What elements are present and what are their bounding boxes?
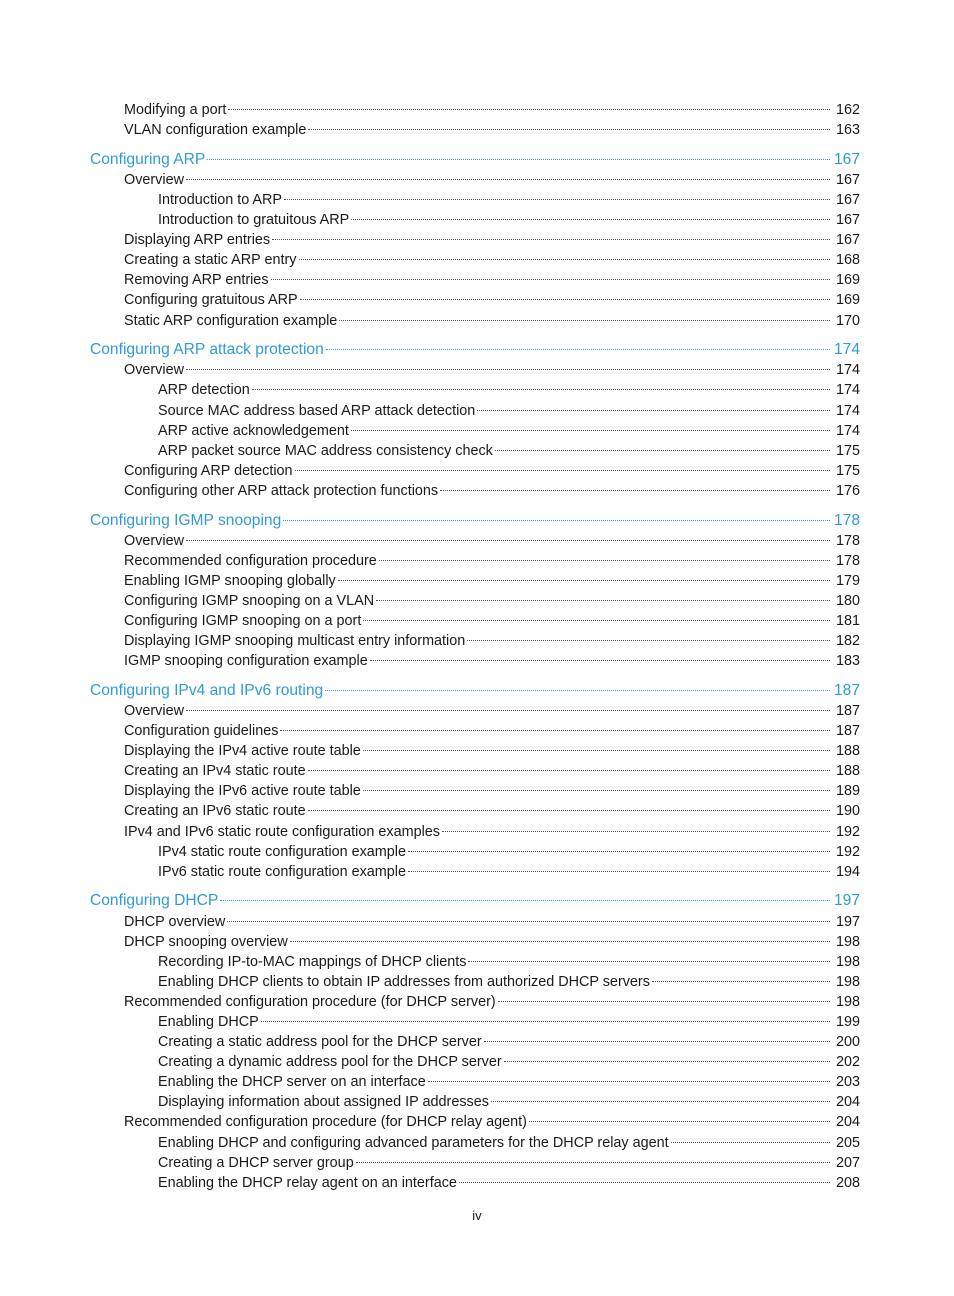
toc-entry-page: 167 xyxy=(835,171,860,188)
toc-entry-page: 174 xyxy=(835,362,860,379)
toc-entry-page: 204 xyxy=(835,1094,860,1111)
toc-entry-title: Recommended configuration procedure (for DHCP relay agent) xyxy=(124,1114,527,1131)
toc-entry-title: Displaying ARP entries xyxy=(124,232,271,249)
toc-entry-page: 168 xyxy=(835,252,860,269)
dot-leader xyxy=(498,1001,830,1002)
toc-entry-title: Configuring IGMP snooping xyxy=(90,511,282,529)
dot-leader xyxy=(338,580,830,581)
toc-section-link[interactable] xyxy=(0,360,954,380)
toc-entry-page: 188 xyxy=(835,743,860,760)
toc-entry-page: 167 xyxy=(835,191,860,208)
toc-entry-page: 187 xyxy=(835,703,860,719)
toc-entry-title: IPv6 static route configuration example xyxy=(158,863,406,880)
toc-entry-page: 175 xyxy=(835,462,860,479)
dot-leader xyxy=(220,900,830,901)
toc-entry-page: 180 xyxy=(835,592,860,609)
toc-entry-title: Displaying the IPv6 active route table xyxy=(124,783,361,800)
dot-leader xyxy=(295,470,830,471)
toc-entry-page: 204 xyxy=(835,1114,860,1131)
page-number: iv xyxy=(472,1208,482,1223)
dot-leader xyxy=(370,660,830,661)
toc-section-link[interactable] xyxy=(0,1112,954,1132)
toc-entry-page: 167 xyxy=(835,232,860,249)
toc-entry-title: Configuring IGMP snooping on a port xyxy=(124,613,362,630)
dot-leader xyxy=(228,109,830,110)
toc-entry-title: Introduction to gratuitous ARP xyxy=(158,212,350,229)
toc-entry-page: 199 xyxy=(835,1014,860,1030)
toc-entry-title: Configuring IGMP snooping on a VLAN xyxy=(124,592,375,609)
dot-leader xyxy=(671,1142,830,1143)
toc-entry-title: IPv4 and IPv6 static route configuration examples xyxy=(124,823,440,840)
toc-section-link[interactable] xyxy=(0,842,954,862)
toc-entry-page: 192 xyxy=(835,843,860,860)
toc-chapter-link[interactable] xyxy=(0,891,954,911)
dot-leader xyxy=(652,981,830,982)
toc-entry-title: Displaying information about assigned IP addresses xyxy=(158,1094,489,1111)
toc-entry-page: 198 xyxy=(835,953,860,970)
toc-entry-page: 203 xyxy=(835,1074,860,1091)
toc-entry-title: ARP active acknowledgement xyxy=(158,422,349,439)
dot-leader xyxy=(408,851,830,852)
toc-entry-page: 179 xyxy=(835,572,860,589)
dot-leader xyxy=(351,430,830,431)
toc-entry-page: 188 xyxy=(835,763,860,780)
toc-entry-page: 178 xyxy=(833,511,860,529)
dot-leader xyxy=(252,389,830,390)
toc-entry-page: 174 xyxy=(835,402,860,419)
toc-entry-title: Recommended configuration procedure xyxy=(124,552,377,569)
toc-entry-page: 198 xyxy=(835,993,860,1010)
toc-entry-title: Enabling DHCP clients to obtain IP addresses from authorized DHCP servers xyxy=(158,973,650,990)
toc-section-link[interactable] xyxy=(0,761,954,781)
toc-section-link[interactable] xyxy=(0,932,954,952)
toc-entry-title: Configuring DHCP xyxy=(90,892,219,910)
dot-leader xyxy=(290,941,830,942)
dot-leader xyxy=(376,600,830,601)
toc-entry-title: Configuring ARP xyxy=(90,150,206,168)
toc-section-link[interactable] xyxy=(0,741,954,761)
toc-section-link[interactable] xyxy=(0,701,954,721)
toc-entry-page: 198 xyxy=(835,973,860,990)
dot-leader xyxy=(272,239,830,240)
dot-leader xyxy=(363,750,830,751)
toc-section-link[interactable] xyxy=(0,972,954,992)
toc-entry-title: Enabling the DHCP relay agent on an interface xyxy=(158,1174,457,1191)
toc-chapter-link[interactable] xyxy=(0,150,954,170)
toc-entry-page: 174 xyxy=(833,341,860,359)
toc-entry-title: ARP packet source MAC address consistency check xyxy=(158,442,493,459)
toc-section-link[interactable] xyxy=(0,380,954,400)
toc-entry-page: 169 xyxy=(835,292,860,309)
dot-leader xyxy=(207,159,830,160)
toc-entry-title: DHCP snooping overview xyxy=(124,933,288,950)
toc-entry-title: Creating a static address pool for the DHCP server xyxy=(158,1034,482,1051)
toc-entry-page: 190 xyxy=(835,803,860,820)
dot-leader xyxy=(363,620,830,621)
toc-entry-title: Source MAC address based ARP attack detection xyxy=(158,402,476,419)
toc-section-link[interactable] xyxy=(0,441,954,461)
toc-section-link[interactable] xyxy=(0,571,954,591)
toc-entry-title: Overview xyxy=(124,171,184,188)
toc-section-link[interactable] xyxy=(0,1012,954,1032)
dot-leader xyxy=(308,129,830,130)
dot-leader xyxy=(491,1101,830,1102)
toc-chapter-link[interactable] xyxy=(0,511,954,531)
dot-leader xyxy=(477,410,830,411)
toc-section-link[interactable] xyxy=(0,862,954,882)
toc-section-link[interactable] xyxy=(0,551,954,571)
toc-entry-page: 202 xyxy=(835,1054,860,1071)
toc-section-link[interactable] xyxy=(0,230,954,250)
toc-entry-title: Enabling IGMP snooping globally xyxy=(124,572,336,589)
toc-section-link[interactable] xyxy=(0,421,954,441)
toc-entry-page: 208 xyxy=(835,1174,860,1191)
toc-entry-title: ARP detection xyxy=(158,382,250,399)
toc-section-link[interactable] xyxy=(0,822,954,842)
toc-section-link[interactable] xyxy=(0,1092,954,1112)
dot-leader xyxy=(495,450,830,451)
toc-entry-page: 181 xyxy=(835,613,860,630)
toc-section-link[interactable] xyxy=(0,290,954,310)
dot-leader xyxy=(299,259,830,260)
toc-section-link[interactable] xyxy=(0,1052,954,1072)
toc-section-link[interactable] xyxy=(0,531,954,551)
toc-section-link[interactable] xyxy=(0,1072,954,1092)
toc-section-link[interactable] xyxy=(0,100,954,120)
toc-entry-title: Recommended configuration procedure (for DHCP server) xyxy=(124,993,496,1010)
toc-section-link[interactable] xyxy=(0,1153,954,1173)
toc-entry-title: Creating an IPv6 static route xyxy=(124,803,306,820)
toc-entry-title: Enabling DHCP xyxy=(158,1014,259,1030)
dot-leader xyxy=(326,349,830,350)
dot-leader xyxy=(186,540,830,541)
toc-section-link[interactable] xyxy=(0,270,954,290)
toc-entry-title: Configuring ARP attack protection xyxy=(90,341,324,359)
toc-entry-title: Configuring gratuitous ARP xyxy=(124,292,298,309)
toc-entry-page: 182 xyxy=(835,633,860,650)
toc-entry-title: Overview xyxy=(124,532,184,549)
toc-entry-page: 170 xyxy=(835,312,860,329)
toc-entry-title: Static ARP configuration example xyxy=(124,312,338,329)
toc-entry-page: 183 xyxy=(835,653,860,670)
dot-leader xyxy=(280,730,830,731)
toc-entry-title: Creating a dynamic address pool for the DHCP server xyxy=(158,1054,502,1071)
dot-leader xyxy=(308,810,830,811)
toc-section-link[interactable] xyxy=(0,721,954,741)
toc-section-link[interactable] xyxy=(0,591,954,611)
toc-entry-page: 174 xyxy=(835,382,860,399)
toc-section-link[interactable] xyxy=(0,401,954,421)
dot-leader xyxy=(459,1182,830,1183)
toc-entry-page: 197 xyxy=(835,913,860,930)
dot-leader xyxy=(529,1121,830,1122)
toc-section-link[interactable] xyxy=(0,1133,954,1153)
toc-section-link[interactable] xyxy=(0,170,954,190)
dot-leader xyxy=(363,790,830,791)
toc-entry-title: Introduction to ARP xyxy=(158,191,282,208)
toc-section-link[interactable] xyxy=(0,481,954,501)
toc-entry-page: 167 xyxy=(833,150,860,168)
toc-entry-page: 187 xyxy=(833,681,860,699)
toc-entry-page: 205 xyxy=(835,1134,860,1151)
toc-entry-page: 174 xyxy=(835,422,860,439)
toc-entry-title: Removing ARP entries xyxy=(124,272,269,289)
toc-entry-page: 194 xyxy=(835,863,860,880)
toc-entry-title: Enabling the DHCP server on an interface xyxy=(158,1074,426,1091)
toc-entry-page: 169 xyxy=(835,272,860,289)
dot-leader xyxy=(442,831,830,832)
toc-entry-title: Configuring other ARP attack protection functions xyxy=(124,482,439,499)
toc-entry-title: IPv4 static route configuration example xyxy=(158,843,406,860)
toc-section-link[interactable] xyxy=(0,250,954,270)
toc-entry-title: Configuring ARP detection xyxy=(124,462,293,479)
dot-leader xyxy=(468,961,830,962)
toc-entry-title: Creating a DHCP server group xyxy=(158,1154,354,1171)
toc-section-link[interactable] xyxy=(0,801,954,821)
dot-leader xyxy=(186,710,830,711)
toc-entry-title: Displaying IGMP snooping multicast entry information xyxy=(124,633,466,650)
toc-entry-page: 176 xyxy=(835,482,860,499)
toc-section-link[interactable] xyxy=(0,611,954,631)
toc-entry-page: 197 xyxy=(833,892,860,910)
toc-entry-page: 178 xyxy=(835,552,860,569)
toc-section-link[interactable] xyxy=(0,190,954,210)
dot-leader xyxy=(379,560,830,561)
toc-entry-title: VLAN configuration example xyxy=(124,122,307,139)
toc-section-link[interactable] xyxy=(0,992,954,1012)
toc-entry-title: Configuration guidelines xyxy=(124,723,279,740)
toc-section-link[interactable] xyxy=(0,210,954,230)
toc-chapter-link[interactable] xyxy=(0,340,954,360)
dot-leader xyxy=(186,179,830,180)
dot-leader xyxy=(325,690,830,691)
dot-leader xyxy=(308,770,830,771)
toc-section-link[interactable] xyxy=(0,631,954,651)
toc-section-link[interactable] xyxy=(0,912,954,932)
dot-leader xyxy=(467,640,830,641)
toc-section-link[interactable] xyxy=(0,1032,954,1052)
toc-section-link[interactable] xyxy=(0,781,954,801)
dot-leader xyxy=(440,490,830,491)
toc-entry-title: Enabling DHCP and configuring advanced parameters for the DHCP relay agent xyxy=(158,1134,669,1151)
toc-entry-title: IGMP snooping configuration example xyxy=(124,653,368,670)
toc-section-link[interactable] xyxy=(0,120,954,140)
toc-section-link[interactable] xyxy=(0,1173,954,1193)
dot-leader xyxy=(284,199,830,200)
dot-leader xyxy=(339,320,830,321)
dot-leader xyxy=(186,369,830,370)
dot-leader xyxy=(408,871,830,872)
toc-entry-page: 178 xyxy=(835,532,860,549)
toc-entry-page: 192 xyxy=(835,823,860,840)
dot-leader xyxy=(300,299,830,300)
toc-entry-title: Overview xyxy=(124,703,184,719)
toc-entry-page: 187 xyxy=(835,723,860,740)
toc-entry-page: 189 xyxy=(835,783,860,800)
toc-section-link[interactable] xyxy=(0,651,954,671)
toc-entry-title: Displaying the IPv4 active route table xyxy=(124,743,361,760)
toc-entry-page: 162 xyxy=(835,102,860,118)
toc-chapter-link[interactable] xyxy=(0,681,954,701)
toc-entry-page: 207 xyxy=(835,1154,860,1171)
toc-entry-page: 198 xyxy=(835,933,860,950)
toc-section-link[interactable] xyxy=(0,311,954,331)
toc-entry-page: 200 xyxy=(835,1034,860,1051)
dot-leader xyxy=(271,279,830,280)
dot-leader xyxy=(428,1081,830,1082)
toc-entry-title: DHCP overview xyxy=(124,913,226,930)
dot-leader xyxy=(283,520,830,521)
toc-section-link[interactable] xyxy=(0,952,954,972)
dot-leader xyxy=(227,921,830,922)
dot-leader xyxy=(261,1021,830,1022)
toc-entry-title: Creating an IPv4 static route xyxy=(124,763,306,780)
toc-entry-page: 167 xyxy=(835,212,860,229)
toc-entry-title: Creating a static ARP entry xyxy=(124,252,297,269)
toc-entry-title: Recording IP-to-MAC mappings of DHCP clients xyxy=(158,953,467,970)
dot-leader xyxy=(351,219,830,220)
dot-leader xyxy=(484,1041,830,1042)
toc-section-link[interactable] xyxy=(0,461,954,481)
toc-entry-page: 163 xyxy=(835,122,860,139)
toc-entry-page: 175 xyxy=(835,442,860,459)
toc-entry-title: Modifying a port xyxy=(124,102,227,118)
dot-leader xyxy=(504,1061,830,1062)
table-of-contents xyxy=(0,100,954,1193)
dot-leader xyxy=(356,1162,830,1163)
toc-entry-title: Configuring IPv4 and IPv6 routing xyxy=(90,681,324,699)
toc-entry-title: Overview xyxy=(124,362,184,379)
